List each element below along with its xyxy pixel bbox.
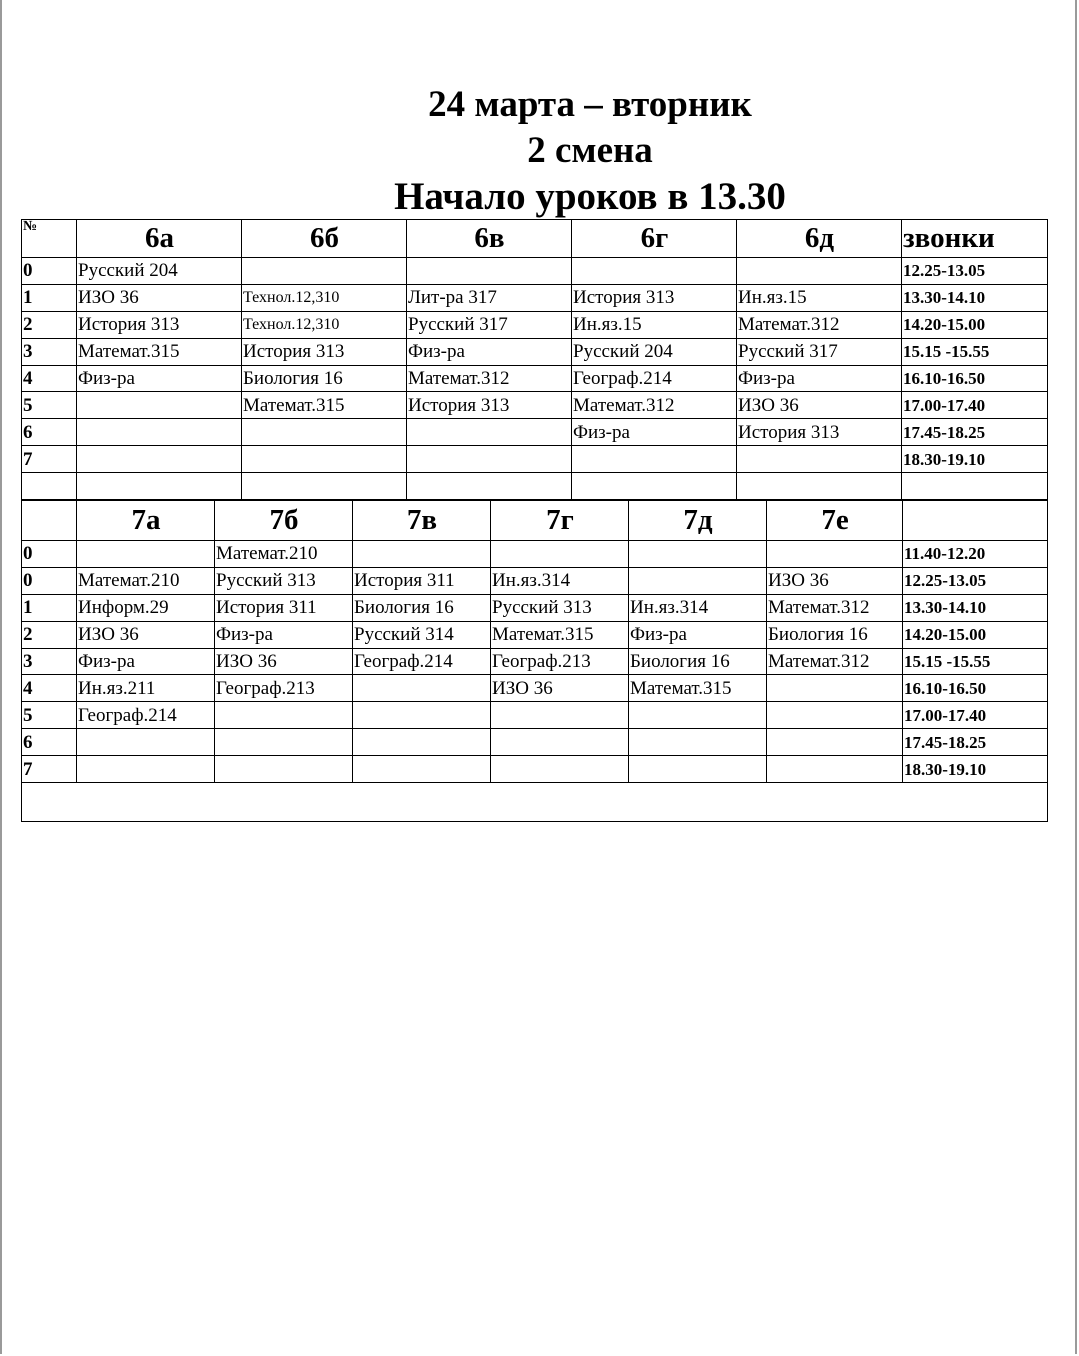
empty-cell [902,473,1048,500]
bell-time: 14.20-15.00 [903,621,1048,648]
class-header-4: 6д [737,220,902,258]
lesson-cell: Физ-ра [629,621,767,648]
bell-time: 17.00-17.40 [902,392,1048,419]
lesson-number: 2 [22,621,77,648]
class-header-5: 7е [767,501,903,541]
lesson-cell: ИЗО 36 [77,621,215,648]
lesson-cell: Физ-ра [215,621,353,648]
lesson-cell [242,446,407,473]
lesson-number: 7 [22,756,77,783]
lesson-cell: Биология 16 [353,594,491,621]
bell-time: 17.45-18.25 [902,419,1048,446]
bell-time: 13.30-14.10 [902,284,1048,311]
table-row [22,311,1048,338]
class-header-0: 7а [77,501,215,541]
lesson-cell: Русский 317 [407,311,572,338]
lesson-cell: Математ.312 [737,311,902,338]
bell-time: 15.15 -15.55 [902,338,1048,365]
lesson-cell: Математ.315 [629,675,767,702]
lesson-cell: Географ.214 [77,702,215,729]
table-row [22,675,1048,702]
bell-time: 18.30-19.10 [902,446,1048,473]
lesson-cell: Русский 204 [77,258,242,285]
lesson-cell: Географ.213 [491,648,629,675]
table-row [22,756,1048,783]
lesson-cell [407,419,572,446]
empty-row [22,473,1048,500]
bells-header [903,501,1048,541]
lesson-cell [491,702,629,729]
lesson-cell: Физ-ра [77,648,215,675]
bell-time: 12.25-13.05 [903,567,1048,594]
lesson-cell: Математ.315 [77,338,242,365]
lesson-cell [77,541,215,568]
lesson-cell [767,702,903,729]
lesson-cell: Физ-ра [572,419,737,446]
lesson-cell: Физ-ра [77,365,242,392]
empty-cell [22,783,1048,822]
lesson-cell: Математ.210 [215,541,353,568]
lesson-number: 2 [22,311,77,338]
lesson-cell: История 313 [407,392,572,419]
lesson-cell [215,729,353,756]
table-header-row [22,220,1048,258]
lesson-number: 5 [22,702,77,729]
lesson-cell: Математ.312 [767,648,903,675]
lesson-cell [407,446,572,473]
lesson-number: 3 [22,648,77,675]
lesson-cell [737,258,902,285]
empty-cell [22,473,77,500]
lesson-cell: Ин.яз.314 [491,567,629,594]
lesson-cell [77,392,242,419]
page-title-start-time: Начало уроков в 13.30 [394,175,786,218]
lesson-cell: История 311 [215,594,353,621]
lesson-cell: Географ.214 [572,365,737,392]
lesson-cell: Биология 16 [767,621,903,648]
lesson-number-header [22,501,77,541]
bells-header: звонки [902,220,1048,258]
lesson-number-header: № [22,220,77,258]
bell-time: 17.45-18.25 [903,729,1048,756]
table-row [22,419,1048,446]
empty-cell [572,473,737,500]
table-header-row [22,501,1048,541]
schedule-table-grade-6 [21,219,1048,500]
lesson-cell [77,446,242,473]
class-header-1: 6б [242,220,407,258]
class-header-0: 6а [77,220,242,258]
lesson-cell: История 313 [77,311,242,338]
lesson-cell [572,258,737,285]
table-row [22,621,1048,648]
lesson-cell [491,541,629,568]
table-row [22,258,1048,285]
bell-time: 16.10-16.50 [903,675,1048,702]
table-row [22,446,1048,473]
lesson-cell [77,419,242,446]
table-row [22,338,1048,365]
lesson-cell: Лит-ра 317 [407,284,572,311]
table-row [22,392,1048,419]
lesson-cell [491,756,629,783]
lesson-cell: Технол.12,310 [242,311,407,338]
lesson-cell: Русский 204 [572,338,737,365]
lesson-cell: Русский 313 [491,594,629,621]
lesson-cell [767,541,903,568]
lesson-cell [629,541,767,568]
lesson-cell [767,729,903,756]
lesson-number: 4 [22,675,77,702]
lesson-cell: История 311 [353,567,491,594]
lesson-cell: Физ-ра [737,365,902,392]
lesson-cell: История 313 [242,338,407,365]
schedule-table-grade-7 [21,500,1048,822]
table-row [22,702,1048,729]
lesson-cell: Русский 317 [737,338,902,365]
lesson-cell [767,756,903,783]
lesson-cell [242,258,407,285]
lesson-cell: Математ.315 [491,621,629,648]
lesson-cell: ИЗО 36 [767,567,903,594]
class-header-4: 7д [629,501,767,541]
lesson-cell [629,729,767,756]
lesson-number: 0 [22,258,77,285]
lesson-cell: Биология 16 [242,365,407,392]
class-header-3: 6г [572,220,737,258]
lesson-number: 3 [22,338,77,365]
lesson-cell: Математ.312 [767,594,903,621]
bell-time: 18.30-19.10 [903,756,1048,783]
lesson-cell: Ин.яз.15 [572,311,737,338]
lesson-number: 0 [22,567,77,594]
empty-cell [737,473,902,500]
empty-cell [77,473,242,500]
lesson-cell: Технол.12,310 [242,284,407,311]
lesson-cell [215,702,353,729]
bell-time: 15.15 -15.55 [903,648,1048,675]
lesson-cell: История 313 [572,284,737,311]
table-row [22,541,1048,568]
lesson-cell [77,729,215,756]
lesson-cell: Математ.312 [407,365,572,392]
class-header-1: 7б [215,501,353,541]
lesson-cell: Математ.315 [242,392,407,419]
empty-cell [242,473,407,500]
table-row [22,567,1048,594]
lesson-cell: История 313 [737,419,902,446]
table-row [22,648,1048,675]
lesson-number: 1 [22,284,77,311]
lesson-cell: Ин.яз.314 [629,594,767,621]
bell-time: 12.25-13.05 [902,258,1048,285]
lesson-cell: Математ.312 [572,392,737,419]
page-title-date: 24 марта – вторник [428,84,752,125]
lesson-cell [215,756,353,783]
lesson-cell: Информ.29 [77,594,215,621]
lesson-cell [491,729,629,756]
lesson-number: 7 [22,446,77,473]
lesson-number: 6 [22,729,77,756]
class-header-3: 7г [491,501,629,541]
bell-time: 16.10-16.50 [902,365,1048,392]
lesson-cell [572,446,737,473]
lesson-cell: Русский 314 [353,621,491,648]
lesson-number: 1 [22,594,77,621]
bell-time: 11.40-12.20 [903,541,1048,568]
lesson-cell: ИЗО 36 [77,284,242,311]
lesson-cell [242,419,407,446]
lesson-cell [767,675,903,702]
class-header-2: 6в [407,220,572,258]
lesson-cell [407,258,572,285]
lesson-cell [353,702,491,729]
lesson-cell [737,446,902,473]
table-row [22,729,1048,756]
lesson-cell: Географ.214 [353,648,491,675]
lesson-cell: Математ.210 [77,567,215,594]
lesson-cell [629,702,767,729]
empty-cell [407,473,572,500]
bell-time: 13.30-14.10 [903,594,1048,621]
bell-time: 14.20-15.00 [902,311,1048,338]
table-row [22,284,1048,311]
lesson-cell [629,756,767,783]
class-header-2: 7в [353,501,491,541]
lesson-number: 0 [22,541,77,568]
lesson-cell: ИЗО 36 [491,675,629,702]
bell-time: 17.00-17.40 [903,702,1048,729]
empty-row [22,783,1048,822]
lesson-cell: Ин.яз.15 [737,284,902,311]
lesson-cell: Физ-ра [407,338,572,365]
lesson-cell: Русский 313 [215,567,353,594]
lesson-cell [353,756,491,783]
lesson-cell [353,541,491,568]
lesson-cell: Ин.яз.211 [77,675,215,702]
lesson-number: 4 [22,365,77,392]
lesson-cell [77,756,215,783]
lesson-cell [353,729,491,756]
lesson-number: 5 [22,392,77,419]
lesson-cell: Биология 16 [629,648,767,675]
lesson-cell: ИЗО 36 [737,392,902,419]
table-row [22,594,1048,621]
table-row [22,365,1048,392]
page-title-shift: 2 смена [527,130,653,171]
lesson-cell [353,675,491,702]
lesson-cell [629,567,767,594]
lesson-number: 6 [22,419,77,446]
lesson-cell: ИЗО 36 [215,648,353,675]
lesson-cell: Географ.213 [215,675,353,702]
